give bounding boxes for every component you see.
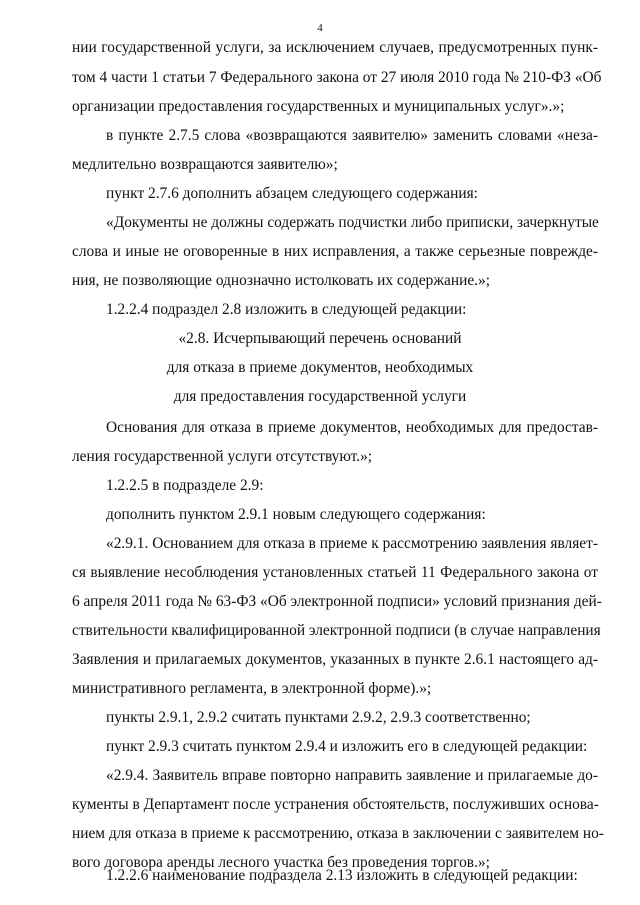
text-line: кументы в Департамент после устранения обстоятельств, послуживших основа-: [72, 796, 599, 813]
text-line: «2.9.4. Заявитель вправе повторно направить заявление и прилагаемые до-: [106, 767, 598, 784]
text-line: вого договора аренды лесного участка без проведения торгов.»;: [72, 854, 490, 871]
text-line: министративного регламента, в электронной форме).»;: [72, 680, 432, 697]
text-line: ствительности квалифицированной электронной подписи (в случае направления: [72, 622, 601, 639]
text-line: ления государственной услуги отсутствуют.»;: [72, 448, 373, 465]
text-line: ся выявление несоблюдения установленных статьей 11 Федерального закона от: [72, 564, 598, 581]
text-line: в пункте 2.7.5 слова «возвращаются заявителю» заменить словами «неза-: [106, 127, 598, 144]
text-line: Заявления и прилагаемых документов, указанных в пункте 2.6.1 настоящего ад-: [72, 651, 598, 668]
text-line: слова и иные не оговоренные в них исправления, а также серьезные поврежде-: [72, 243, 598, 260]
text-line: 1.2.2.6 наименование подраздела 2.13 изложить в следующей редакции:: [106, 867, 578, 884]
section-heading-line: для предоставления государственной услуги: [173, 388, 467, 405]
text-line: «Документы не должны содержать подчистки либо приписки, зачеркнутые: [106, 214, 599, 231]
text-line: пункты 2.9.1, 2.9.2 считать пунктами 2.9.2, 2.9.3 соответственно;: [106, 709, 531, 726]
text-line: пункт 2.7.6 дополнить абзацем следующего содержания:: [106, 185, 478, 202]
text-line: нии государственной услуги, за исключением случаев, предусмотренных пунк-: [72, 39, 598, 56]
text-line: дополнить пунктом 2.9.1 новым следующего содержания:: [106, 506, 486, 523]
text-line: 1.2.2.5 в подразделе 2.9:: [106, 477, 264, 494]
text-line: 1.2.2.4 подраздел 2.8 изложить в следующей редакции:: [106, 301, 467, 318]
text-line: пункт 2.9.3 считать пунктом 2.9.4 и изложить его в следующей редакции:: [106, 738, 588, 755]
text-line: организации предоставления государственных и муниципальных услуг».»;: [72, 98, 565, 115]
text-line: том 4 части 1 статьи 7 Федерального закона от 27 июля 2010 года № 210-ФЗ «Об: [72, 69, 602, 86]
text-line: медлительно возвращаются заявителю»;: [72, 156, 338, 173]
text-line: 6 апреля 2011 года № 63-ФЗ «Об электронной подписи» условий признания дей-: [72, 593, 602, 610]
section-heading-line: для отказа в приеме документов, необходимых: [166, 359, 474, 376]
section-heading-line: «2.8. Исчерпывающий перечень оснований: [178, 330, 462, 347]
text-line: ния, не позволяющие однозначно истолковать их содержание.»;: [72, 272, 490, 289]
text-line: нием для отказа в приеме к рассмотрению, отказа в заключении с заявителем но-: [72, 825, 604, 842]
text-line: «2.9.1. Основанием для отказа в приеме к рассмотрению заявления являет-: [106, 535, 598, 552]
text-line: Основания для отказа в приеме документов, необходимых для предостав-: [106, 419, 598, 436]
page-number: 4: [317, 22, 323, 34]
